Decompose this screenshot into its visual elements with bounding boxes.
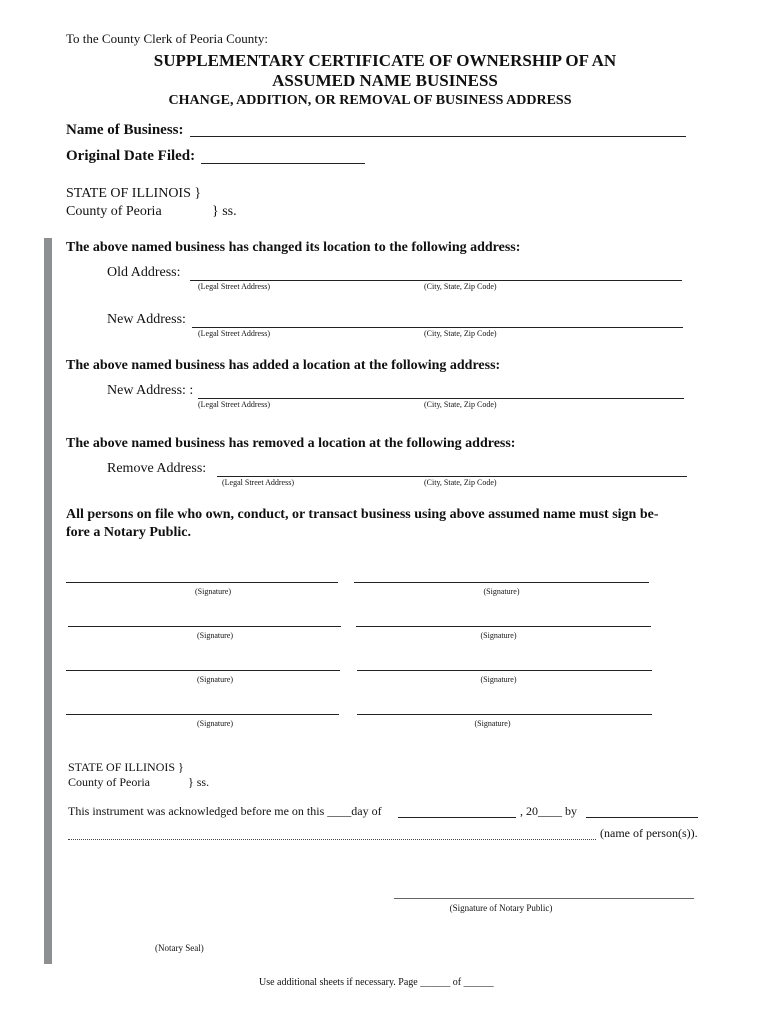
date-filed-label: Original Date Filed: <box>66 148 196 164</box>
signature-field[interactable] <box>66 714 339 715</box>
date-filed-field[interactable] <box>201 163 365 164</box>
ack-by-field[interactable] <box>586 817 698 818</box>
remove-city-caption: (City, State, Zip Code) <box>424 478 497 487</box>
remove-address-label: Remove Address: <box>107 461 207 476</box>
addressee-line: To the County Clerk of Peoria County: <box>66 31 269 46</box>
venue-state: STATE OF ILLINOIS } <box>66 186 202 201</box>
signature-caption: (Signature) <box>480 631 517 640</box>
signature-caption: (Signature) <box>480 675 517 684</box>
sign-instruction-line-1: All persons on file who own, conduct, or transact business using above assumed name must sign be- <box>66 507 659 522</box>
notary-venue-ss: } ss. <box>188 775 210 789</box>
signature-field[interactable] <box>354 582 649 583</box>
signature-caption: (Signature) <box>197 719 233 728</box>
venue-ss: } ss. <box>212 204 237 219</box>
new-address-label: New Address: <box>107 312 186 327</box>
new-city-caption: (City, State, Zip Code) <box>424 329 497 338</box>
signature-caption: (Signature) <box>483 587 520 596</box>
removed-heading: The above named business has removed a location at the following address: <box>66 436 516 451</box>
title-line-2: ASSUMED NAME BUSINESS <box>272 71 498 90</box>
sign-instruction-line-2: fore a Notary Public. <box>66 525 191 540</box>
ack-year-text: , 20____ by <box>520 804 577 818</box>
notary-venue-state: STATE OF ILLINOIS } <box>68 760 184 774</box>
old-city-caption: (City, State, Zip Code) <box>424 282 497 291</box>
signature-field[interactable] <box>356 626 651 627</box>
added-address-label: New Address: : <box>107 383 194 398</box>
ack-day-month-field[interactable] <box>398 817 516 818</box>
notary-venue-county: County of Peoria <box>68 775 150 789</box>
old-street-caption: (Legal Street Address) <box>198 282 270 291</box>
name-of-persons-caption: (name of person(s)). <box>600 826 698 840</box>
old-address-field[interactable] <box>190 280 682 281</box>
added-address-field[interactable] <box>198 398 684 399</box>
signature-caption: (Signature) <box>195 587 231 596</box>
notary-seal-caption: (Notary Seal) <box>155 943 204 953</box>
signature-field[interactable] <box>68 626 341 627</box>
business-name-field[interactable] <box>190 136 686 137</box>
page-margin-bar <box>44 238 52 964</box>
footer-page-note: Use additional sheets if necessary. Page ______ of ______ <box>259 977 494 988</box>
subtitle: CHANGE, ADDITION, OR REMOVAL OF BUSINESS ADDRESS <box>168 93 572 108</box>
notary-signature-caption: (Signature of Notary Public) <box>449 903 553 913</box>
new-street-caption: (Legal Street Address) <box>198 329 270 338</box>
old-address-label: Old Address: <box>107 265 181 280</box>
notary-signature-field[interactable] <box>394 898 694 899</box>
person-names-field[interactable] <box>68 839 596 840</box>
signature-field[interactable] <box>357 670 652 671</box>
ack-text: This instrument was acknowledged before me on this ____day of <box>68 804 382 818</box>
new-address-field[interactable] <box>192 327 683 328</box>
signature-caption: (Signature) <box>197 675 233 684</box>
added-heading: The above named business has added a location at the following address: <box>66 358 501 373</box>
remove-street-caption: (Legal Street Address) <box>222 478 294 487</box>
signature-caption: (Signature) <box>474 719 511 728</box>
title-line-1: SUPPLEMENTARY CERTIFICATE OF OWNERSHIP OF AN <box>153 51 617 70</box>
signature-field[interactable] <box>66 670 340 671</box>
added-city-caption: (City, State, Zip Code) <box>424 400 497 409</box>
signature-field[interactable] <box>357 714 652 715</box>
added-street-caption: (Legal Street Address) <box>198 400 270 409</box>
venue-county: County of Peoria <box>66 204 162 219</box>
changed-heading: The above named business has changed its location to the following address: <box>66 240 521 255</box>
signature-caption: (Signature) <box>197 631 233 640</box>
remove-address-field[interactable] <box>217 476 687 477</box>
business-name-label: Name of Business: <box>66 122 184 138</box>
signature-field[interactable] <box>66 582 338 583</box>
